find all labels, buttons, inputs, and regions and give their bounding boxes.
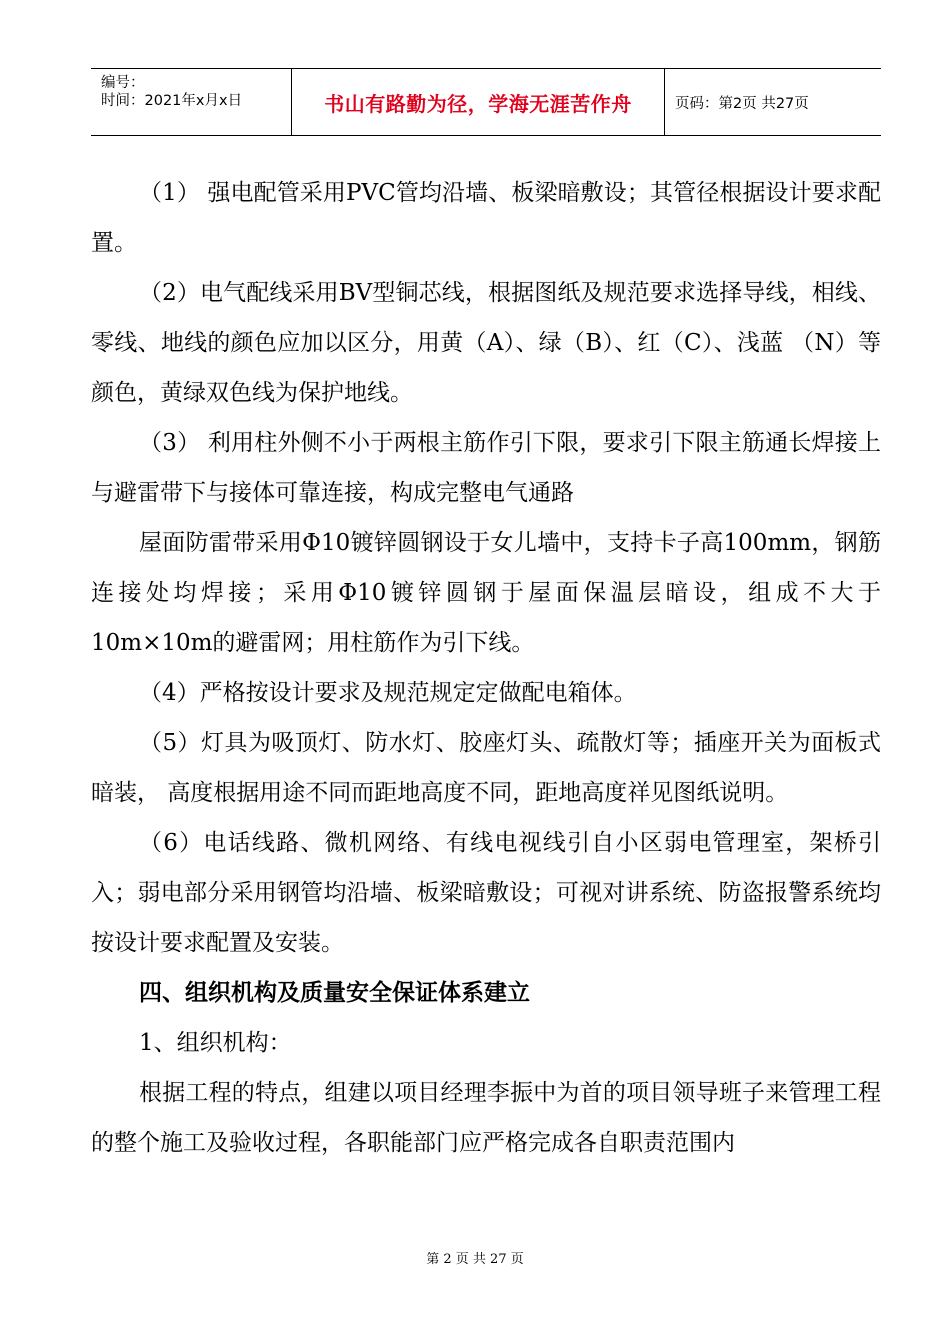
paragraph-final: 根据工程的特点，组建以项目经理李振中为首的项目领导班子来管理工程的整个施工及验收过程，各职能部门应严格完成各自职责范围内 xyxy=(91,1080,881,1156)
document-time-label: 时间：2021年x月x日 xyxy=(101,93,243,109)
page-footer: 第 2 页 共 27 页 xyxy=(426,1252,524,1267)
subsection-heading: 1、组织机构： xyxy=(139,1030,292,1056)
document-body xyxy=(91,168,881,1168)
paragraph-1: （1） 强电配管采用PVC管均沿墙、板梁暗敷设；其管径根据设计要求配置。 xyxy=(91,180,881,256)
section-heading: 四、组织机构及质量安全保证体系建立 xyxy=(139,980,530,1006)
header-meta xyxy=(91,69,292,135)
page-header xyxy=(91,68,881,136)
header-page-info: 页码：第2页 共27页 xyxy=(675,95,809,112)
paragraph-3: （3） 利用柱外侧不小于两根主筋作引下限，要求引下限主筋通长焊接上与避雷带下与接体可靠连接，构成完整电气通路 xyxy=(91,430,881,506)
paragraph-6: （5）灯具为吸顶灯、防水灯、胶座灯头、疏散灯等；插座开关为面板式暗装， 高度根据用途不同而距地高度不同，距地高度祥见图纸说明。 xyxy=(91,730,881,806)
document-number-label: 编号： xyxy=(101,75,145,91)
paragraph-7: （6）电话线路、微机网络、有线电视线引自小区弱电管理室，架桥引入；弱电部分采用钢管均沿墙、板梁暗敷设；可视对讲系统、防盗报警系统均按设计要求配置及安装。 xyxy=(91,830,881,956)
paragraph-4: 屋面防雷带采用Φ10镀锌圆钢设于女儿墙中，支持卡子高100mm，钢筋连接处均焊接；采用Φ10镀锌圆钢于屋面保温层暗设，组成不大于10m×10m的避雷网；用柱筋作为引下线。 xyxy=(91,530,881,656)
paragraph-5: （4）严格按设计要求及规范规定定做配电箱体。 xyxy=(139,680,637,706)
header-motto-cell xyxy=(292,69,665,135)
paragraph-2: （2）电气配线采用BV型铜芯线，根据图纸及规范要求选择导线，相线、零线、地线的颜色应加以区分，用黄（A）、绿（B）、红（C）、浅蓝 （N）等颜色，黄绿双色线为保护地线。 xyxy=(91,280,881,406)
header-motto: 书山有路勤为径，学海无涯苦作舟 xyxy=(324,91,632,116)
